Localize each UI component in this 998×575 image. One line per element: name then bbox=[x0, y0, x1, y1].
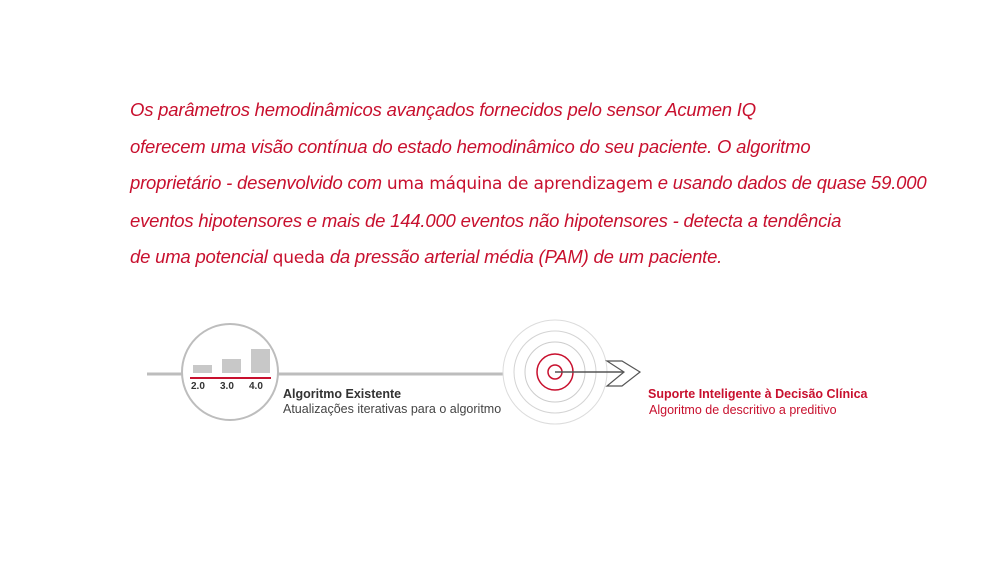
version-bar-3 bbox=[251, 349, 270, 373]
paragraph-highlight-machine-learning: uma máquina de aprendizagem bbox=[386, 174, 653, 194]
arrow-fletching bbox=[607, 361, 640, 386]
paragraph-line-3-start: proprietário - desenvolvido com bbox=[130, 172, 387, 193]
version-label-1: 2.0 bbox=[191, 381, 205, 392]
paragraph-line-5-end: da pressão arterial média (PAM) de um paciente. bbox=[324, 246, 723, 267]
paragraph-line-1: Os parâmetros hemodinâmicos avançados fornecidos pelo sensor Acumen IQ bbox=[130, 99, 756, 120]
smart-support-subtitle: Algoritmo de descritivo a preditivo bbox=[649, 403, 837, 417]
version-bar-2 bbox=[222, 359, 241, 373]
paragraph-line-5-start: de uma potencial bbox=[130, 246, 273, 267]
version-label-2: 3.0 bbox=[220, 381, 234, 392]
paragraph-line-3-end: e usando dados de quase 59.000 bbox=[652, 172, 927, 193]
paragraph-line-2: oferecem uma visão contínua do estado hemodinâmico do seu paciente. O algoritmo bbox=[130, 135, 811, 157]
paragraph-highlight-drop: queda bbox=[272, 248, 325, 268]
smart-support-title: Suporte Inteligente à Decisão Clínica bbox=[648, 387, 868, 401]
existing-algorithm-title: Algoritmo Existente bbox=[283, 387, 402, 401]
version-bar-1 bbox=[193, 365, 212, 373]
existing-algorithm-subtitle: Atualizações iterativas para o algoritmo bbox=[283, 402, 502, 416]
paragraph-line-4: eventos hipotensores e mais de 144.000 eventos não hipotensores - detecta a tendência bbox=[130, 209, 842, 231]
version-label-3: 4.0 bbox=[249, 381, 263, 392]
